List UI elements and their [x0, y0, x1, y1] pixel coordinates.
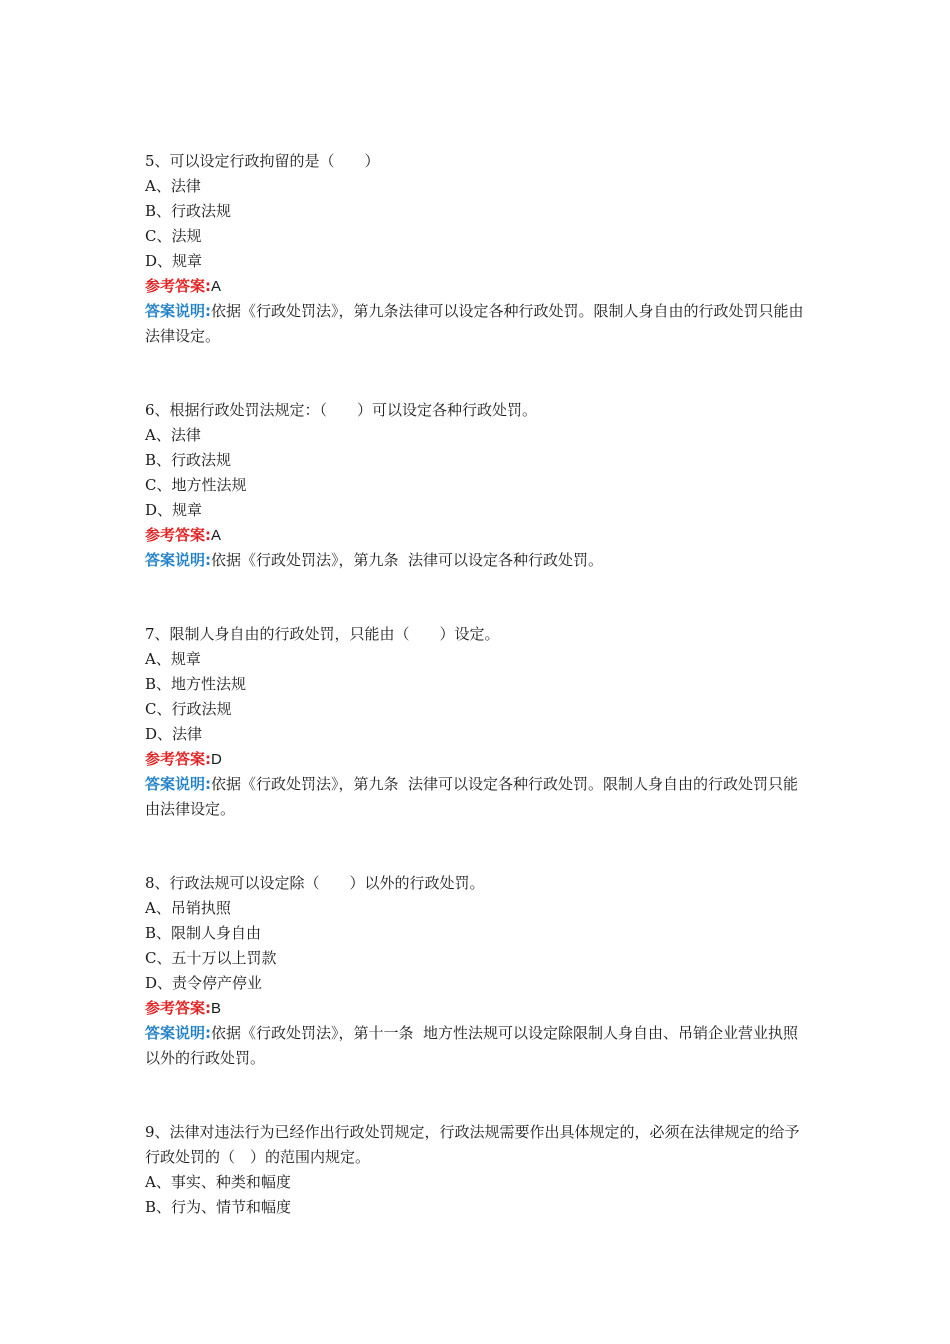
answer-label: 参考答案:	[145, 999, 211, 1017]
answer-explanation	[145, 299, 809, 349]
option-d: D、规章	[145, 252, 203, 270]
option-b: B、限制人身自由	[145, 924, 262, 942]
reference-answer	[145, 747, 809, 772]
option-d: D、责令停产停业	[145, 974, 263, 992]
answer-label: 参考答案:	[145, 750, 211, 768]
option-a: A、法律	[145, 177, 201, 195]
answer-value: A	[211, 527, 222, 544]
option-b: B、行为、情节和幅度	[145, 1198, 292, 1216]
explain-label: 答案说明:	[145, 551, 211, 569]
question-6	[145, 398, 809, 573]
option-c: C、法规	[145, 227, 202, 245]
option-c: C、五十万以上罚款	[145, 949, 277, 967]
explain-text: 依据《行政处罚法》，第九条法律可以设定各种行政处罚。限制人身自由的行政处罚只能由法律设定。	[145, 302, 804, 345]
answer-value: D	[211, 751, 222, 768]
explain-label: 答案说明:	[145, 302, 211, 320]
option-a: A、法律	[145, 426, 201, 444]
option-a: A、规章	[145, 650, 201, 668]
explain-text: 依据《行政处罚法》，第九条 法律可以设定各种行政处罚。限制人身自由的行政处罚只能由法律设定。	[145, 775, 799, 818]
question-7	[145, 622, 809, 822]
question-stem: 6、根据行政处罚法规定：（ ）可以设定各种行政处罚。	[145, 401, 538, 419]
option-a: A、事实、种类和幅度	[145, 1173, 291, 1191]
answer-label: 参考答案:	[145, 277, 211, 295]
option-a: A、吊销执照	[145, 899, 231, 917]
question-9	[145, 1120, 809, 1220]
option-b: B、地方性法规	[145, 675, 247, 693]
option-b: B、行政法规	[145, 202, 232, 220]
answer-value: A	[211, 278, 222, 295]
reference-answer	[145, 274, 809, 299]
option-c: C、行政法规	[145, 700, 232, 718]
question-8	[145, 871, 809, 1071]
answer-label: 参考答案:	[145, 526, 211, 544]
document-page	[145, 149, 809, 1220]
answer-explanation	[145, 772, 809, 822]
answer-value: B	[211, 1000, 222, 1017]
question-stem: 9、法律对违法行为已经作出行政处罚规定，行政法规需要作出具体规定的，必须在法律规定的给予行政处罚的（ ）的范围内规定。	[145, 1123, 800, 1166]
reference-answer	[145, 523, 809, 548]
option-b: B、行政法规	[145, 451, 232, 469]
question-5	[145, 149, 809, 349]
option-d: D、规章	[145, 501, 203, 519]
explain-text: 依据《行政处罚法》，第十一条 地方性法规可以设定除限制人身自由、吊销企业营业执照以外的行政处罚。	[145, 1024, 799, 1067]
reference-answer	[145, 996, 809, 1021]
answer-explanation	[145, 1021, 809, 1071]
question-stem: 8、行政法规可以设定除（ ）以外的行政处罚。	[145, 874, 485, 892]
option-d: D、法律	[145, 725, 203, 743]
explain-label: 答案说明:	[145, 1024, 211, 1042]
answer-explanation	[145, 548, 809, 573]
question-stem: 7、限制人身自由的行政处罚，只能由（ ）设定。	[145, 625, 500, 643]
explain-text: 依据《行政处罚法》，第九条 法律可以设定各种行政处罚。	[211, 551, 604, 569]
explain-label: 答案说明:	[145, 775, 211, 793]
question-stem: 5、可以设定行政拘留的是（ ）	[145, 152, 380, 170]
option-c: C、地方性法规	[145, 476, 247, 494]
